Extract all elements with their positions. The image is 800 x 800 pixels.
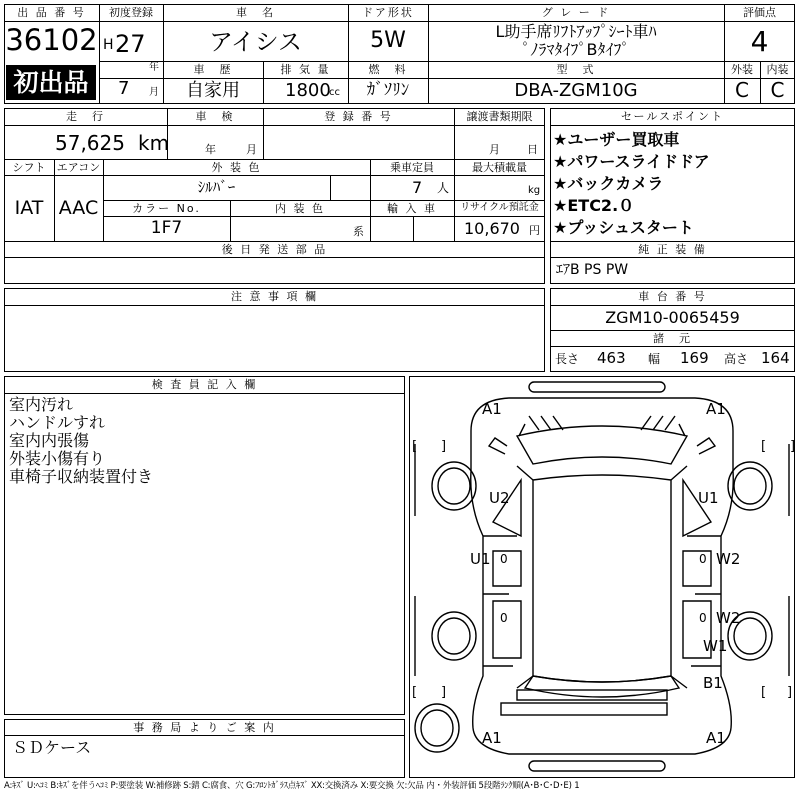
damage-left-door-front: U2 — [489, 489, 510, 507]
recycle-unit: 円 — [529, 224, 540, 237]
grade-line2: ﾟﾉﾗﾏﾀｲﾌﾟBﾀｲﾌﾟ — [522, 40, 630, 59]
diagram-bracket: [ — [412, 439, 418, 454]
first-reg-label: 初度登録 — [109, 6, 153, 19]
inspector-line: 室内汚れ — [9, 395, 74, 414]
reg-year: 27 — [115, 30, 146, 58]
diagram-zero: 0 — [699, 552, 707, 566]
later-parts-label: 後 日 発 送 部 品 — [221, 243, 328, 256]
capacity-label: 乗車定員 — [390, 161, 434, 174]
diagram-zero: 0 — [500, 552, 508, 566]
capacity-unit: 人 — [437, 181, 450, 195]
inspection-month-unit: 月 — [246, 143, 257, 156]
ac-label: エアコン — [56, 161, 101, 174]
mileage: 57,625 — [55, 131, 125, 155]
lot-number-label: 出 品 番 号 — [17, 6, 86, 19]
inspection-label: 車 検 — [195, 110, 235, 123]
max-load-label: 最大積載量 — [472, 161, 527, 174]
chassis-label: 車 台 番 号 — [638, 290, 707, 303]
exterior-grade: C — [735, 78, 749, 102]
width: 169 — [680, 349, 709, 367]
height-label: 高さ — [724, 352, 749, 366]
history-label: 車 歴 — [193, 63, 233, 76]
selling-points-label: セールスポイント — [620, 110, 724, 123]
inspection-year-unit: 年 — [205, 143, 216, 156]
office-note: ＳＤケース — [12, 738, 92, 757]
score: 4 — [750, 25, 769, 58]
inspector-line: 車椅子収納装置付き — [9, 467, 154, 486]
damage-right-rear-wheel: W1 — [703, 637, 728, 655]
height: 164 — [761, 349, 790, 367]
damage-right-door-front: U1 — [698, 489, 719, 507]
color-no: 1F7 — [150, 218, 183, 238]
import-label: 輸 入 車 — [387, 202, 437, 215]
displacement: 1800 — [285, 80, 331, 101]
diagram-zero: 0 — [500, 611, 508, 625]
chassis-number: ZGM10-0065459 — [605, 308, 740, 327]
diagram-bracket: ] — [441, 439, 447, 454]
damage-legend: A:ｷｽﾞ U:ﾍｺﾐ B:ｷｽﾞを伴うﾍｺﾐ P:要塗装 W:補修跡 S:錆 C:腐食、穴 G:ﾌﾛﾝﾄｶﾞﾗｽ点ｷｽﾞ XX:交換済み X:要交換 欠:欠品 内・外装評価 5段階ﾗﾝｸ順(A･B･C･D･E) 1 — [4, 781, 580, 791]
office-label: 事 務 局 よ り ご 案 内 — [133, 721, 276, 734]
shift-label: シフト — [12, 161, 46, 174]
selling-point: ★プッシュスタート — [553, 218, 694, 237]
damage-right-quarter: W2 — [716, 609, 741, 627]
diagram-bracket: ] — [441, 685, 447, 700]
lot-number: 36102 — [5, 23, 98, 57]
grade-label: グ レ ー ド — [541, 6, 611, 19]
transfer-day-unit: 日 — [527, 143, 538, 156]
ac: AAC — [58, 197, 99, 219]
damage-right-rear: B1 — [703, 674, 723, 692]
ext-color: ｼﾙﾊﾞｰ — [197, 178, 236, 196]
door-label: ドア形状 — [362, 6, 414, 19]
damage-rear-left: A1 — [482, 729, 502, 747]
selling-point: ★バックカメラ — [553, 174, 664, 193]
model-label: 型 式 — [556, 63, 596, 76]
displacement-unit: cc — [329, 87, 340, 98]
dims-label: 諸 元 — [653, 332, 692, 345]
mileage-label: 走 行 — [66, 110, 105, 123]
equipment-label: 純 正 装 備 — [638, 243, 707, 256]
recycle-fee: 10,670 — [464, 219, 520, 238]
selling-point: ★パワースライドドア — [553, 152, 710, 171]
history: 自家用 — [186, 80, 240, 101]
interior-label: 内装 — [766, 63, 789, 76]
reg-number-label: 登 録 番 号 — [324, 110, 393, 123]
inspector-label: 検 査 員 記 入 欄 — [151, 378, 258, 391]
diagram-bracket: [ — [761, 439, 767, 454]
transfer-month-unit: 月 — [489, 143, 500, 156]
color-no-label: カラー No. — [132, 202, 201, 215]
diagram-bracket: [ — [412, 685, 418, 700]
notes-label: 注 意 事 項 欄 — [231, 290, 318, 303]
width-label: 幅 — [648, 352, 661, 366]
transfer-label: 譲渡書類期限 — [466, 110, 533, 123]
inspector-line: 室内内張傷 — [9, 431, 90, 450]
inspector-line: ハンドルすれ — [9, 413, 106, 432]
damage-right-door-rear: W2 — [716, 550, 741, 568]
selling-points-list — [553, 129, 710, 239]
era: H — [103, 37, 114, 53]
fuel: ｶﾞｿﾘﾝ — [366, 80, 410, 100]
car-outline — [409, 376, 795, 778]
damage-front-right: A1 — [706, 400, 726, 418]
month-unit: 月 — [149, 87, 159, 98]
car-name: アイシス — [208, 28, 303, 56]
inspector-notes — [9, 396, 153, 486]
max-load-unit: kg — [528, 185, 541, 196]
length-label: 長さ — [555, 352, 580, 366]
diagram-bracket: [ — [761, 685, 767, 700]
selling-point: ★ユーザー買取車 — [553, 130, 680, 149]
exterior-label: 外装 — [731, 63, 753, 76]
diagram-zero: 0 — [699, 611, 707, 625]
fuel-label: 燃 料 — [368, 63, 408, 76]
ext-color-label: 外 装 色 — [211, 161, 262, 174]
recycle-label: リサイクル預託金 — [460, 202, 539, 213]
first-listing-badge: 初出品 — [6, 65, 96, 100]
interior-grade: C — [770, 78, 785, 102]
inspector-line: 外装小傷有り — [9, 449, 106, 468]
int-color-unit: 系 — [353, 225, 364, 238]
capacity: 7 — [412, 178, 423, 197]
diagram-bracket: ] — [790, 439, 796, 454]
displacement-label: 排 気 量 — [280, 63, 331, 76]
length: 463 — [597, 349, 626, 367]
shift: IAT — [14, 197, 44, 219]
reg-month: 7 — [118, 78, 130, 99]
diagram-bracket: ] — [787, 685, 793, 700]
mileage-unit: km — [138, 131, 170, 155]
damage-rear-right: A1 — [706, 729, 726, 747]
model-code: DBA-ZGM10G — [514, 80, 638, 101]
equipment: ｴｱB PS PW — [556, 262, 629, 278]
damage-left-door-rear: U1 — [470, 550, 491, 568]
int-color-label: 内 装 色 — [275, 202, 325, 215]
score-label: 評価点 — [743, 6, 776, 19]
grade-line1: L助手席ﾘﾌﾄｱｯﾌﾟｼｰﾄ車ﾊ — [495, 22, 657, 41]
car-name-label: 車 名 — [236, 6, 275, 19]
selling-point: ★ETC2.０ — [553, 196, 635, 215]
door-type: 5W — [370, 28, 406, 53]
year-unit: 年 — [149, 62, 159, 73]
damage-front-left: A1 — [482, 400, 502, 418]
